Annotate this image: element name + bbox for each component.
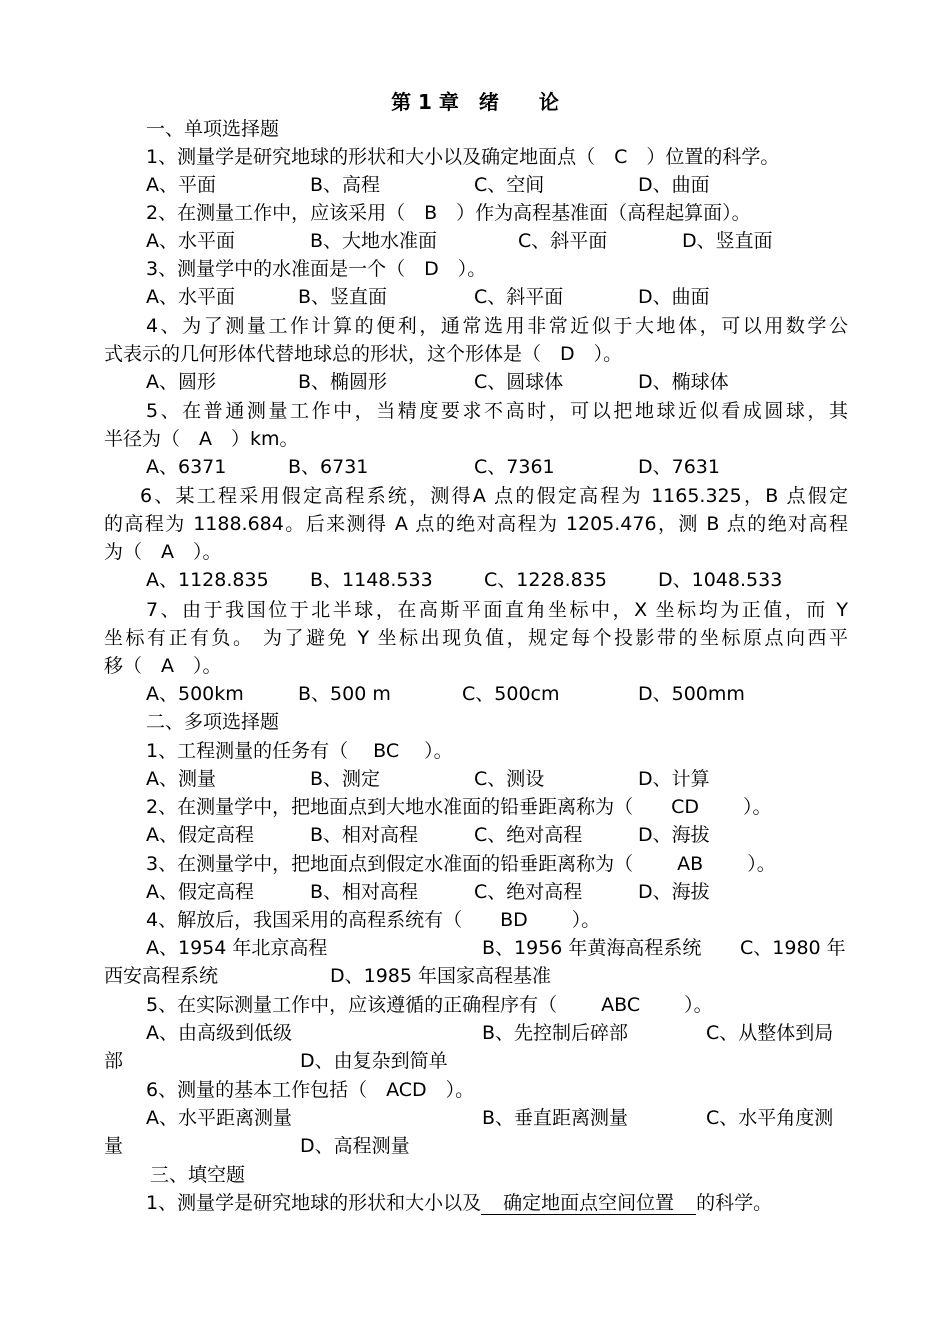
option-a: A、水平面	[146, 230, 235, 252]
option-b: B、1148.533	[310, 569, 433, 591]
option-c: C、绝对高程	[474, 824, 583, 846]
option-c: C、斜平面	[474, 286, 564, 308]
option-a: A、假定高程	[146, 881, 254, 903]
section-heading-multiple-choice: 二、多项选择题	[146, 711, 280, 733]
question-7-line-2: 坐标有正有负。 为了避免 Y 坐标出现负值，规定每个投影带的坐标原点向西平	[104, 627, 848, 649]
option-b: B、高程	[310, 174, 381, 196]
option-a: A、6371	[146, 456, 227, 478]
option-c: C、空间	[474, 174, 545, 196]
question-2-stem: 2、在测量工作中，应该采用（ B ）作为高程基准面（高程起算面）。	[146, 202, 751, 224]
option-b: B、先控制后碎部	[482, 1022, 629, 1044]
option-b: B、测定	[310, 768, 381, 790]
option-c: C、从整体到局	[706, 1022, 834, 1044]
option-a: A、1954 年北京高程	[146, 937, 328, 959]
option-d: D、1985 年国家高程基准	[330, 965, 552, 987]
option-a: A、假定高程	[146, 824, 254, 846]
option-b: B、500 m	[298, 683, 391, 705]
option-c: C、圆球体	[474, 371, 564, 393]
option-d: D、椭球体	[638, 371, 729, 393]
mc-question-5-options-line-1	[104, 1019, 848, 1047]
option-d: D、高程测量	[300, 1135, 410, 1157]
question-6-line-1: 6、某工程采用假定高程系统，测得A 点的假定高程为 1165.325，B 点假定	[140, 485, 848, 507]
question-5-line-1: 5、在普通测量工作中，当精度要求不高时，可以把地球近似看成圆球，其	[146, 400, 848, 422]
section-heading-single-choice: 一、单项选择题	[146, 118, 280, 140]
option-d: D、竖直面	[682, 230, 773, 252]
question-1-options	[104, 171, 848, 199]
option-b: B、1956 年黄海高程系统	[482, 937, 702, 959]
option-c-continued: 量	[104, 1135, 124, 1157]
question-5-options	[104, 453, 848, 481]
option-a: A、由高级到低级	[146, 1022, 292, 1044]
question-7-line-1: 7、由于我国位于北半球，在高斯平面直角坐标中，X 坐标均为正值，而 Y	[146, 599, 848, 621]
question-6-line-3: 为（ A ）。	[104, 541, 222, 563]
mc-question-4-options-line-2	[104, 962, 848, 990]
option-c: C、测设	[474, 768, 545, 790]
option-c: C、斜平面	[518, 230, 608, 252]
mc-question-6-options-line-1	[104, 1104, 848, 1132]
mc-question-3-options	[104, 878, 848, 906]
mc-question-5-stem: 5、在实际测量工作中，应该遵循的正确程序有（ ABC ）。	[146, 994, 713, 1016]
question-3-stem: 3、测量学中的水准面是一个（ D ）。	[146, 258, 487, 280]
option-c: C、7361	[474, 456, 555, 478]
option-d: D、海拔	[638, 824, 710, 846]
mc-question-2-options	[104, 821, 848, 849]
option-d: D、500mm	[638, 683, 745, 705]
option-c: C、1980 年	[740, 937, 846, 959]
option-b: B、相对高程	[310, 824, 419, 846]
option-c: C、500cm	[462, 683, 560, 705]
mc-question-1-options	[104, 765, 848, 793]
mc-question-3-stem: 3、在测量学中，把地面点到假定水准面的铅垂距离称为（ AB ）。	[146, 853, 776, 875]
option-a: A、水平距离测量	[146, 1107, 292, 1129]
option-d: D、1048.533	[658, 569, 783, 591]
option-b: B、垂直距离测量	[482, 1107, 629, 1129]
option-c: C、绝对高程	[474, 881, 583, 903]
question-5-line-2: 半径为（ A ）km。	[104, 428, 299, 450]
fill-question-1-after: 的科学。	[696, 1192, 773, 1214]
question-7-line-3: 移（ A ）。	[104, 655, 222, 677]
option-b: B、6731	[288, 456, 369, 478]
option-a: A、圆形	[146, 371, 216, 393]
option-a: A、500km	[146, 683, 244, 705]
mc-question-6-stem: 6、测量的基本工作包括（ ACD ）。	[146, 1079, 475, 1101]
option-a: A、测量	[146, 768, 216, 790]
question-2-options	[104, 227, 848, 255]
option-c-continued: 西安高程系统	[104, 965, 219, 987]
option-a: A、水平面	[146, 286, 235, 308]
question-4-line-2: 式表示的几何形体代替地球总的形状，这个形体是（ D ）。	[104, 343, 623, 365]
mc-question-1-stem: 1、工程测量的任务有（ BC ）。	[146, 740, 453, 762]
question-7-options	[104, 680, 848, 708]
fill-question-1-answer: 确定地面点空间位置	[481, 1192, 696, 1215]
question-4-options	[104, 368, 848, 396]
mc-question-4-stem: 4、解放后，我国采用的高程系统有（ BD ）。	[146, 909, 601, 931]
fill-question-1	[146, 1189, 848, 1217]
question-1-stem: 1、测量学是研究地球的形状和大小以及确定地面点（ C ）位置的科学。	[146, 146, 780, 168]
option-d: D、曲面	[638, 286, 710, 308]
option-c-continued: 部	[104, 1050, 124, 1072]
chapter-title: 第 1 章 绪 论	[391, 90, 559, 114]
option-c: C、水平角度测	[706, 1107, 834, 1129]
option-d: D、计算	[638, 768, 710, 790]
question-6-options	[104, 566, 848, 594]
option-b: B、相对高程	[310, 881, 419, 903]
mc-question-5-options-line-2	[104, 1047, 848, 1075]
option-c: C、1228.835	[484, 569, 607, 591]
option-b: B、椭圆形	[298, 371, 388, 393]
option-a: A、1128.835	[146, 569, 269, 591]
option-d: D、由复杂到简单	[300, 1050, 448, 1072]
option-d: D、7631	[638, 456, 720, 478]
question-6-line-2: 的高程为 1188.684。后来测得 A 点的绝对高程为 1205.476，测 B 点的绝对高程	[104, 513, 848, 535]
question-4-line-1: 4、为了测量工作计算的便利，通常选用非常近似于大地体，可以用数学公	[146, 315, 848, 337]
fill-question-1-before: 1、测量学是研究地球的形状和大小以及	[146, 1192, 482, 1214]
mc-question-2-stem: 2、在测量学中，把地面点到大地水准面的铅垂距离称为（ CD ）。	[146, 796, 772, 818]
mc-question-4-options-line-1	[104, 934, 848, 962]
question-3-options	[104, 283, 848, 311]
option-a: A、平面	[146, 174, 216, 196]
option-d: D、海拔	[638, 881, 710, 903]
option-d: D、曲面	[638, 174, 710, 196]
section-heading-fill-in: 三、填空题	[150, 1164, 246, 1186]
option-b: B、竖直面	[298, 286, 388, 308]
option-b: B、大地水准面	[310, 230, 438, 252]
mc-question-6-options-line-2	[104, 1132, 848, 1160]
